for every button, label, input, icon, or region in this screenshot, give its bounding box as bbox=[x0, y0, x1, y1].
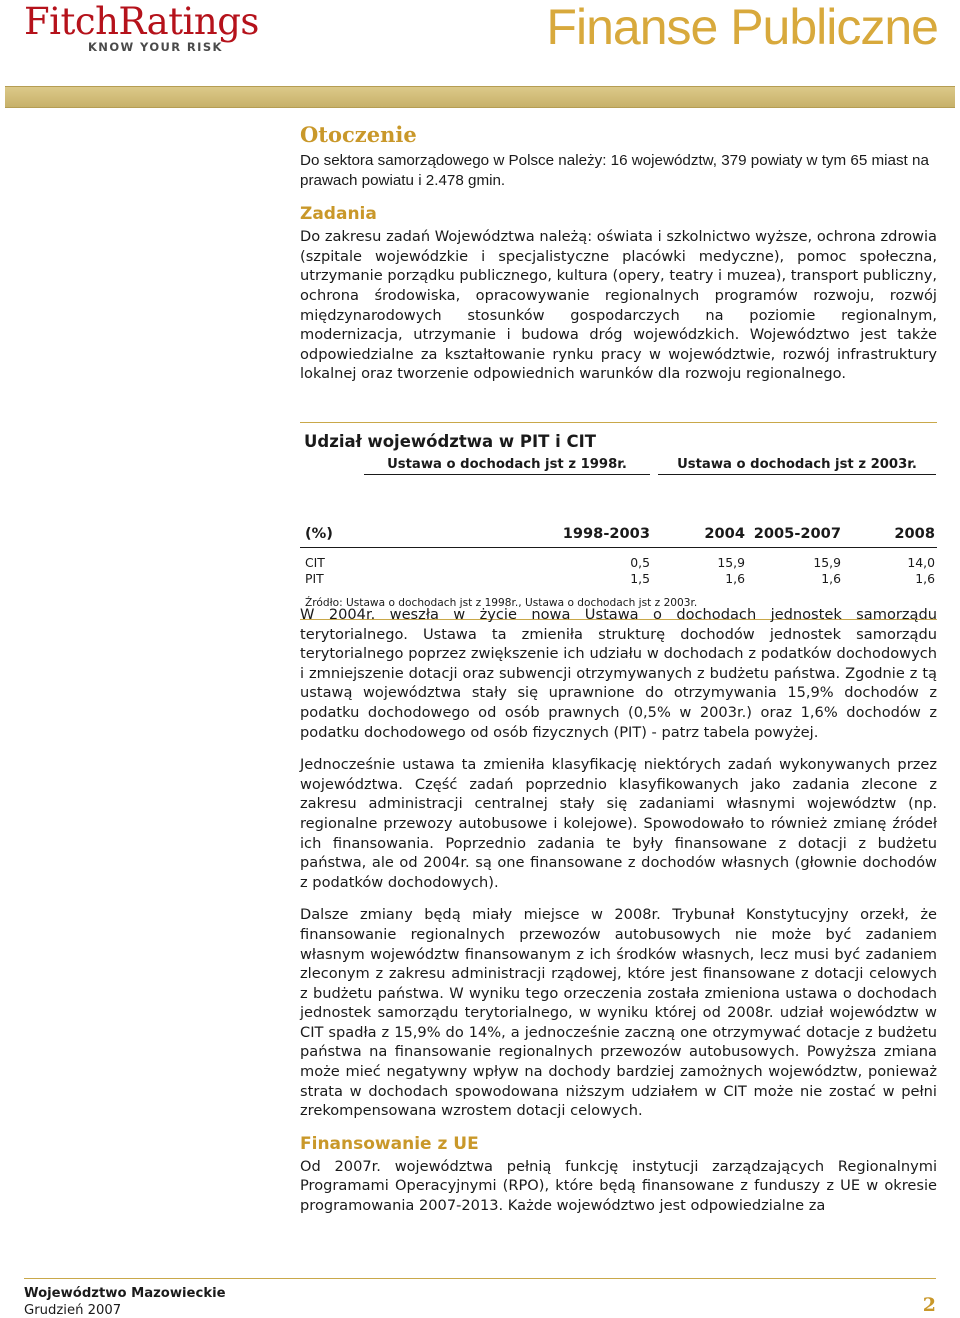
finansowanie-text: Od 2007r. województwa pełnią funkcję instytucji zarządzających Regionalnymi Programami Operacyjnymi (RPO), które będą finansowane z funduszy z UE w okresie programowania 2007-2013. Każde województwo jest odpowiedzialne za bbox=[300, 1157, 937, 1215]
body-section bbox=[300, 605, 937, 1216]
table-source-note: Źródło: Ustawa o dochodach jst z 1998r., Ustawa o dochodach jst z 2003r. bbox=[305, 597, 698, 609]
zadania-text: Do zakresu zadań Województwa należą: oświata i szkolnictwo wyższe, ochrona zdrowia (szpitale wojewódzkie i specjalistyczne placówki medyczne), pomoc społeczna, utrzymanie porządku publicznego, kultura (opery, teatry i muzea), transport publiczny, ochrona środowiska, opracowywanie regionalnych programów rozwoju, rozwój międzynarodowych stosunków gospodarczych na poziomie regionalnym, modernizacja, utrzymanie i budowa dróg wojewódzkich. Województwo jest także odpowiedzialne za kształtowanie rynku pracy w województwie, rozwój infrastruktury lokalnej oraz tworzenie odpowiednich warunków dla rozwoju regionalnego. bbox=[300, 228, 937, 383]
table-title: Udział województwa w PIT i CIT bbox=[304, 432, 597, 451]
col-header-2008: 2008 bbox=[894, 525, 935, 542]
col-header-2004: 2004 bbox=[704, 525, 745, 542]
heading-finansowanie-ue: Finansowanie z UE bbox=[300, 1133, 479, 1154]
revenue-share-table bbox=[300, 422, 937, 620]
cell-value: 14,0 bbox=[907, 555, 935, 570]
logo-tagline: KNOW YOUR RISK bbox=[88, 40, 223, 54]
intro-section bbox=[300, 122, 937, 384]
table-row bbox=[300, 571, 937, 587]
fitch-logo bbox=[24, 0, 259, 54]
cell-value: 1,6 bbox=[821, 571, 841, 586]
footer-rule bbox=[24, 1278, 936, 1279]
otoczenie-text: Do sektora samorządowego w Polsce należy: 16 województw, 379 powiaty w tym 65 miast na prawach powiatu i 2.478 gmin. bbox=[300, 152, 929, 189]
law-2003-label: Ustawa o dochodach jst z 2003r. bbox=[658, 457, 936, 475]
footer-date: Grudzień 2007 bbox=[24, 1303, 122, 1318]
col-header-unit: (%) bbox=[305, 525, 333, 542]
cell-value: 1,5 bbox=[630, 571, 650, 586]
footer-entity: Województwo Mazowieckie bbox=[24, 1286, 226, 1301]
col-header-1998-2003: 1998-2003 bbox=[562, 525, 650, 542]
table-top-rule bbox=[300, 422, 937, 423]
heading-otoczenie: Otoczenie bbox=[300, 122, 417, 147]
heading-zadania: Zadania bbox=[300, 204, 377, 225]
cell-value: 15,9 bbox=[813, 555, 841, 570]
table-header-row bbox=[300, 525, 937, 548]
body-paragraph: W 2004r. weszła w życie nowa Ustawa o dochodach jednostek samorządu terytorialnego. Ustawa ta zmieniła strukturę dochodów jednostek samorządu terytorialnego poprzez zwiększenie ich udziału w dochodach z podatków dochodowych i zmniejszenie dotacji oraz subwencji otrzymywanych z budżetu państwa. Zgodnie z tą ustawą województwa stały się uprawnione do otrzymywania 15,9% dochodów z podatku dochodowego od osób prawnych (0,5% w 2003r.) oraz 1,6% dochodów z podatku dochodowego od osób fizycznych (PIT) - patrz tabela powyżej. bbox=[300, 606, 937, 741]
cell-value: 1,6 bbox=[915, 571, 935, 586]
page-number: 2 bbox=[922, 1294, 936, 1316]
cell-value: 0,5 bbox=[630, 555, 650, 570]
document-title: Finanse Publiczne bbox=[546, 0, 938, 55]
row-label: CIT bbox=[305, 555, 325, 570]
header-bar bbox=[5, 86, 955, 108]
cell-value: 15,9 bbox=[717, 555, 745, 570]
row-label: PIT bbox=[305, 571, 324, 586]
col-header-2005-2007: 2005-2007 bbox=[753, 525, 841, 542]
body-paragraph: Dalsze zmiany będą miały miejsce w 2008r. Trybunał Konstytucyjny orzekł, że finansowanie regionalnych przewozów autobusowych nie może być zadaniem własnym województw finansowanym z ich środków własnych, lecz musi być zadaniem zleconym z zakresu administracji rządowej, które jest finansowane z dotacji celowych z budżetu państwa. W wyniku tego orzeczenia została zmieniona ustawa o dochodach jednostek samorządu terytorialnego, w wyniku której od 2008r. udział województw w CIT spadła z 15,9% do 14%, a jednocześnie zaczną one otrzymywać dotacje z budżetu państwa na finansowanie regionalnych przewozów autobusowych. Powyższa zmiana może mieć negatywny wpływ na dochody bardziej zamożnych województw, ponieważ strata w dochodach spowodowana niższym udziałem w CIT może nie zostać w pełni zrekompensowana wzrostem dotacji celowych. bbox=[300, 906, 937, 1120]
table-body bbox=[300, 555, 937, 587]
table-row bbox=[300, 555, 937, 571]
body-paragraph: Jednocześnie ustawa ta zmieniła klasyfikację niektórych zadań wykonywanych przez województwa. Część zadań poprzednio klasyfikowanych jako zadania zlecone z zakresu administracji centralnej stały się zadaniami własnymi województw (np. regionalne przewozy autobusowe i kolejowe). Spowodowało to również zmianę źródeł ich finansowania. Poprzednio zadania te były finansowane z dotacji z budżetu państwa, ale od 2004r. są one finansowane z dochodów własnych (głownie dochodów z podatków dochodowych). bbox=[300, 756, 937, 891]
law-header-row bbox=[300, 453, 937, 483]
law-1998-label: Ustawa o dochodach jst z 1998r. bbox=[364, 457, 650, 475]
logo-wordmark: FitchRatings bbox=[24, 0, 259, 43]
cell-value: 1,6 bbox=[725, 571, 745, 586]
